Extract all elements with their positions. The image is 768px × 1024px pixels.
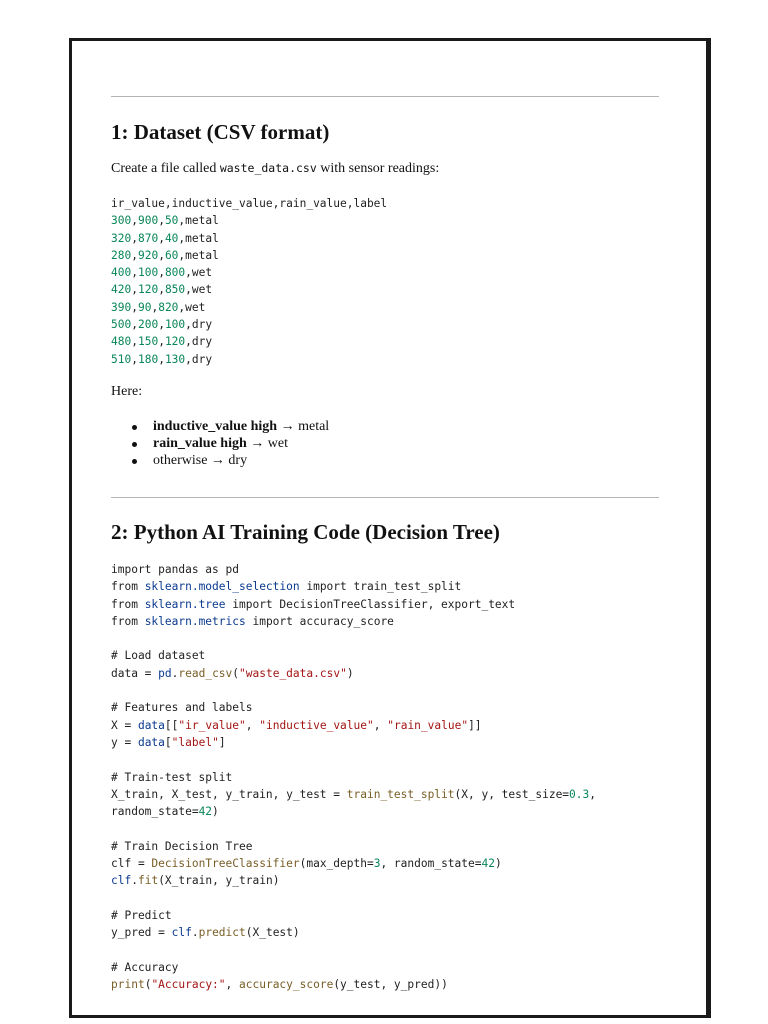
csv-inductive-value: 870 [137,231,159,245]
code-line [111,907,596,924]
code-line [111,976,596,993]
csv-row: 500,200,100,dry [111,318,213,332]
code-line [111,786,596,803]
code-line [111,924,596,941]
csv-rain-value: 800 [164,266,186,280]
csv-header-line: ir_value,inductive_value,rain_value,label [111,197,388,210]
csv-inductive-value: 900 [137,214,159,228]
csv-row: 480,150,120,dry [111,335,213,349]
code-token: (X_train, y_train) [158,874,280,888]
csv-ir-value: 320 [111,231,132,245]
csv-rain-value: 40 [164,231,179,245]
csv-ir-value: 400 [111,266,132,280]
rule-item [111,418,329,435]
csv-label: wet [191,266,213,280]
code-line [111,578,596,595]
code-token: (X_test) [245,926,300,940]
code-token: "rain_value" [387,718,469,732]
code-token: , [589,787,597,801]
csv-ir-value: 480 [111,335,132,349]
csv-code-block [111,195,387,368]
code-token: "inductive_value" [259,718,374,732]
code-token: , [225,978,240,992]
csv-row: 320,870,40,metal [111,231,219,245]
csv-inductive-value: 100 [137,266,159,280]
code-token: y_pred = [111,926,172,940]
code-token: sklearn.tree [144,597,226,611]
code-token: 3 [373,857,381,871]
csv-rain-value: 120 [164,335,186,349]
code-token: data [137,718,165,732]
code-token: X_train, X_test, y_train, y_test = [111,787,347,801]
csv-rain-value: 100 [164,318,186,332]
code-line [111,803,596,820]
code-line [111,596,596,613]
code-token: predict [198,926,246,940]
rule-result: → wet [246,436,288,451]
code-token: "ir_value" [178,718,246,732]
csv-label: wet [185,300,206,314]
code-token: DecisionTreeClassifier [151,857,300,871]
csv-label: metal [185,231,219,245]
section-1-heading: 1: Dataset (CSV format) [111,120,330,144]
rule-condition: inductive_value high [153,419,278,434]
code-token: # Train Decision Tree [111,839,253,853]
code-token: 0.3 [569,787,590,801]
csv-inductive-value: 200 [137,318,159,332]
code-token: sklearn.model_selection [144,580,300,594]
code-token: ]] [468,718,482,732]
code-token: , [245,718,260,732]
code-line [111,751,596,768]
csv-inductive-value: 920 [137,248,159,262]
csv-inductive-value: 90 [137,300,152,314]
code-token: ) [212,805,219,819]
code-token: import accuracy_score [245,614,394,628]
code-token: # Load dataset [111,649,206,663]
code-line [111,734,596,751]
code-token: fit [137,874,159,888]
csv-inductive-value: 120 [137,283,159,297]
code-line [111,890,596,907]
python-code-block [111,561,596,993]
csv-rain-value: 820 [158,300,179,314]
code-token: # Features and labels [111,701,253,715]
code-token: [ [164,735,172,749]
code-token: sklearn.metrics [144,614,246,628]
code-token: 42 [198,805,213,819]
csv-row: 300,900,50,metal [111,214,219,228]
code-line [111,613,596,630]
code-token: clf [111,874,132,888]
dataset-intro [111,159,439,178]
code-token: from [111,614,145,628]
csv-row: 420,120,850,wet [111,283,213,297]
csv-ir-value: 280 [111,248,132,262]
code-token: "Accuracy:" [151,978,226,992]
code-token: import train_test_split [299,580,462,594]
code-token: random_state= [111,805,199,819]
csv-rain-value: 50 [164,214,179,228]
csv-rain-value: 130 [164,352,186,366]
code-token: [[ [164,718,179,732]
code-token: # Train-test split [111,770,233,784]
code-token: import pandas as pd [111,563,239,576]
code-token: . [191,926,199,940]
rule-item [111,435,329,452]
code-line [111,838,596,855]
code-token: print [111,978,145,992]
here-label: Here: [111,384,143,399]
code-token: pd [158,666,172,680]
code-token: import DecisionTreeClassifier, export_text [225,597,516,611]
rule-condition: rain_value high [153,436,247,451]
code-line [111,682,596,699]
code-line [111,942,596,959]
csv-label: metal [185,214,219,228]
rules-list [111,418,329,469]
bullet-icon [132,425,137,430]
section-2-heading: 2: Python AI Training Code (Decision Tree) [111,520,500,544]
csv-ir-value: 510 [111,352,132,366]
section-divider [111,96,659,97]
code-token: , [373,718,388,732]
code-token: , random_state= [380,857,482,871]
code-token: X = [111,718,138,732]
code-token: data = [111,666,159,680]
code-token: clf = [111,857,152,871]
section-divider [111,497,659,498]
csv-inductive-value: 150 [137,335,159,349]
code-line [111,820,596,837]
code-line [111,699,596,716]
bullet-icon [132,459,137,464]
code-line [111,647,596,664]
csv-label: dry [191,318,213,332]
bullet-icon [132,442,137,447]
csv-rain-value: 60 [164,248,179,262]
code-token: ) [346,666,354,680]
code-token: . [131,874,138,888]
code-token: data [137,735,165,749]
code-token: (y_test, y_pred)) [333,978,448,992]
intro-text-before: Create a file called [111,161,220,176]
csv-ir-value: 390 [111,300,132,314]
code-line [111,561,596,578]
code-token: clf [171,926,192,940]
csv-row: 400,100,800,wet [111,266,213,280]
code-token: ) [494,857,502,871]
code-token: # Accuracy [111,960,179,974]
code-token: train_test_split [346,787,455,801]
intro-text-after: with sensor readings: [316,161,440,176]
code-token: read_csv [178,666,233,680]
code-token: ( [232,666,240,680]
code-line [111,855,596,872]
code-token: . [171,666,179,680]
code-token: y = [111,735,138,749]
code-token: "label" [171,735,219,749]
code-token: from [111,597,145,611]
code-token: "waste_data.csv" [239,666,347,680]
code-token: (max_depth= [299,857,374,871]
code-token: ( [144,978,152,992]
rule-result: → metal [277,419,330,434]
csv-rain-value: 850 [164,283,186,297]
code-line [111,630,596,647]
rule-result: otherwise → dry [153,453,248,468]
code-line [111,872,596,889]
rule-item [111,452,329,469]
code-token: # Predict [111,908,172,922]
code-token: from [111,580,145,594]
code-line [111,717,596,734]
code-token: accuracy_score [239,978,334,992]
csv-label: dry [191,335,213,349]
csv-row: 390,90,820,wet [111,300,206,314]
code-line [111,769,596,786]
code-line [111,665,596,682]
code-token: ] [218,735,226,749]
csv-row: 510,180,130,dry [111,352,213,366]
csv-label: metal [185,248,219,262]
code-line [111,959,596,976]
csv-inductive-value: 180 [137,352,159,366]
csv-ir-value: 300 [111,214,132,228]
csv-ir-value: 420 [111,283,132,297]
csv-row: 280,920,60,metal [111,248,219,262]
code-token: (X, y, test_size= [454,787,570,801]
inline-filename: waste_data.csv [219,161,317,175]
csv-ir-value: 500 [111,318,132,332]
csv-label: dry [191,352,213,366]
csv-label: wet [191,283,213,297]
code-token: 42 [481,857,495,871]
